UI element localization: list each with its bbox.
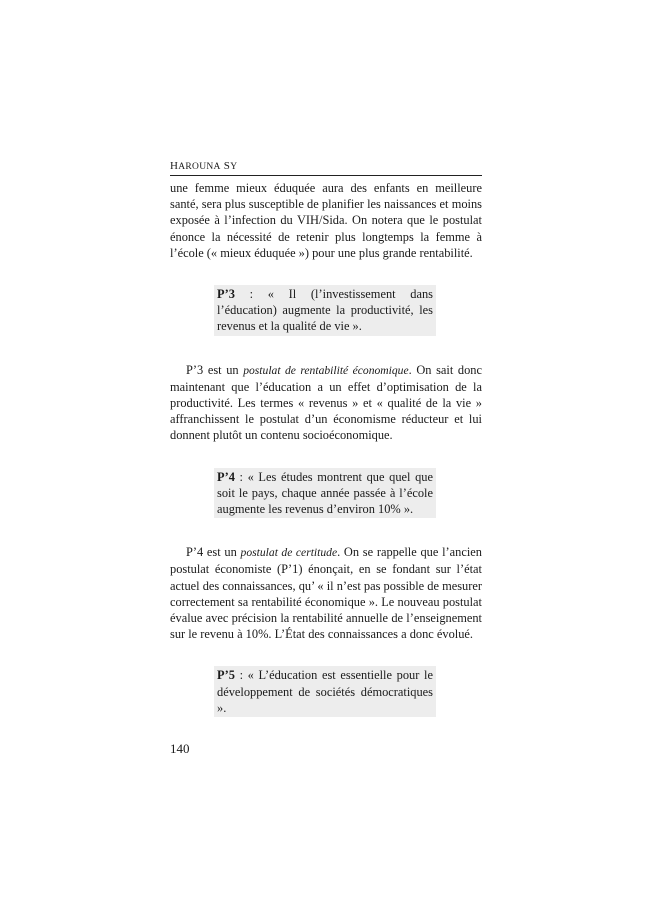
paragraph-3 — [170, 544, 482, 642]
paragraph-3-rest: . On se rappelle que l’ancien postulat économiste (P’1) énonçait, en se fondant sur l’état actuel des connaissances, qu’ « il n’est pas possible de mesurer correctement sa rentabilité économique ». Le nouveau postulat évalue avec précision la rentabilité annuelle de l’enseignement sur le revenu à 10%. L’État des connaissances a donc évolué. — [170, 545, 482, 642]
running-head-author-first-rest: AROUNA — [178, 162, 221, 172]
running-head — [170, 160, 482, 176]
running-head-author-last-rest: Y — [230, 162, 238, 172]
spacer — [170, 261, 482, 285]
paragraph-2-start: P’3 est un — [186, 362, 244, 377]
paragraph-3-emphasis: postulat de certitude — [240, 546, 338, 560]
spacer — [170, 444, 482, 468]
spacer — [170, 518, 482, 544]
spacer — [170, 642, 482, 666]
paragraph-2-emphasis: postulat de rentabilité économique — [243, 363, 409, 377]
running-head-author-initial: H — [170, 160, 179, 172]
paragraph-2-rest: . On sait donc maintenant que l’éducation a un effet d’optimisation de la productivité. Les termes « revenus » et « qualité de la vie » affranchissent le postulat d’un économisme réducteur et lui donnent plutôt un contenu socioéconomique. — [170, 362, 483, 443]
quote-p4 — [214, 468, 436, 519]
paragraph-2 — [170, 362, 482, 444]
quote-p5 — [214, 666, 436, 717]
spacer — [170, 336, 482, 362]
quote-p5-text: : « L’éducation est essentielle pour le développement de sociétés démocratiques ». — [217, 668, 433, 715]
page-body — [170, 160, 482, 717]
quote-p5-label: P’5 — [217, 668, 235, 683]
page-number: 140 — [170, 741, 190, 756]
quote-p4-text: : « Les études montrent que quel que soit le pays, chaque année passée à l’école augmente les revenus d’environ 10% ». — [217, 469, 433, 517]
quote-p3-text: : « Il (l’investissement dans l’éducation) augmente la productivité, les revenus et la qualité de vie ». — [217, 287, 433, 334]
quote-p4-label: P’4 — [217, 469, 235, 484]
paragraph-3-start: P’4 est un — [186, 545, 241, 560]
paragraph-1: une femme mieux éduquée aura des enfants en meilleure santé, sera plus susceptible de planifier les naissances et moins exposée à l’infection du VIH/Sida. On notera que le postulat énonce la nécessité de retenir plus longtemps la femme à l’école (« mieux éduquée ») pour une plus grande rentabilité. — [170, 181, 482, 260]
running-head-author-last-initial: S — [223, 160, 231, 172]
quote-p3 — [214, 285, 436, 336]
quote-p3-label: P’3 — [217, 287, 235, 302]
